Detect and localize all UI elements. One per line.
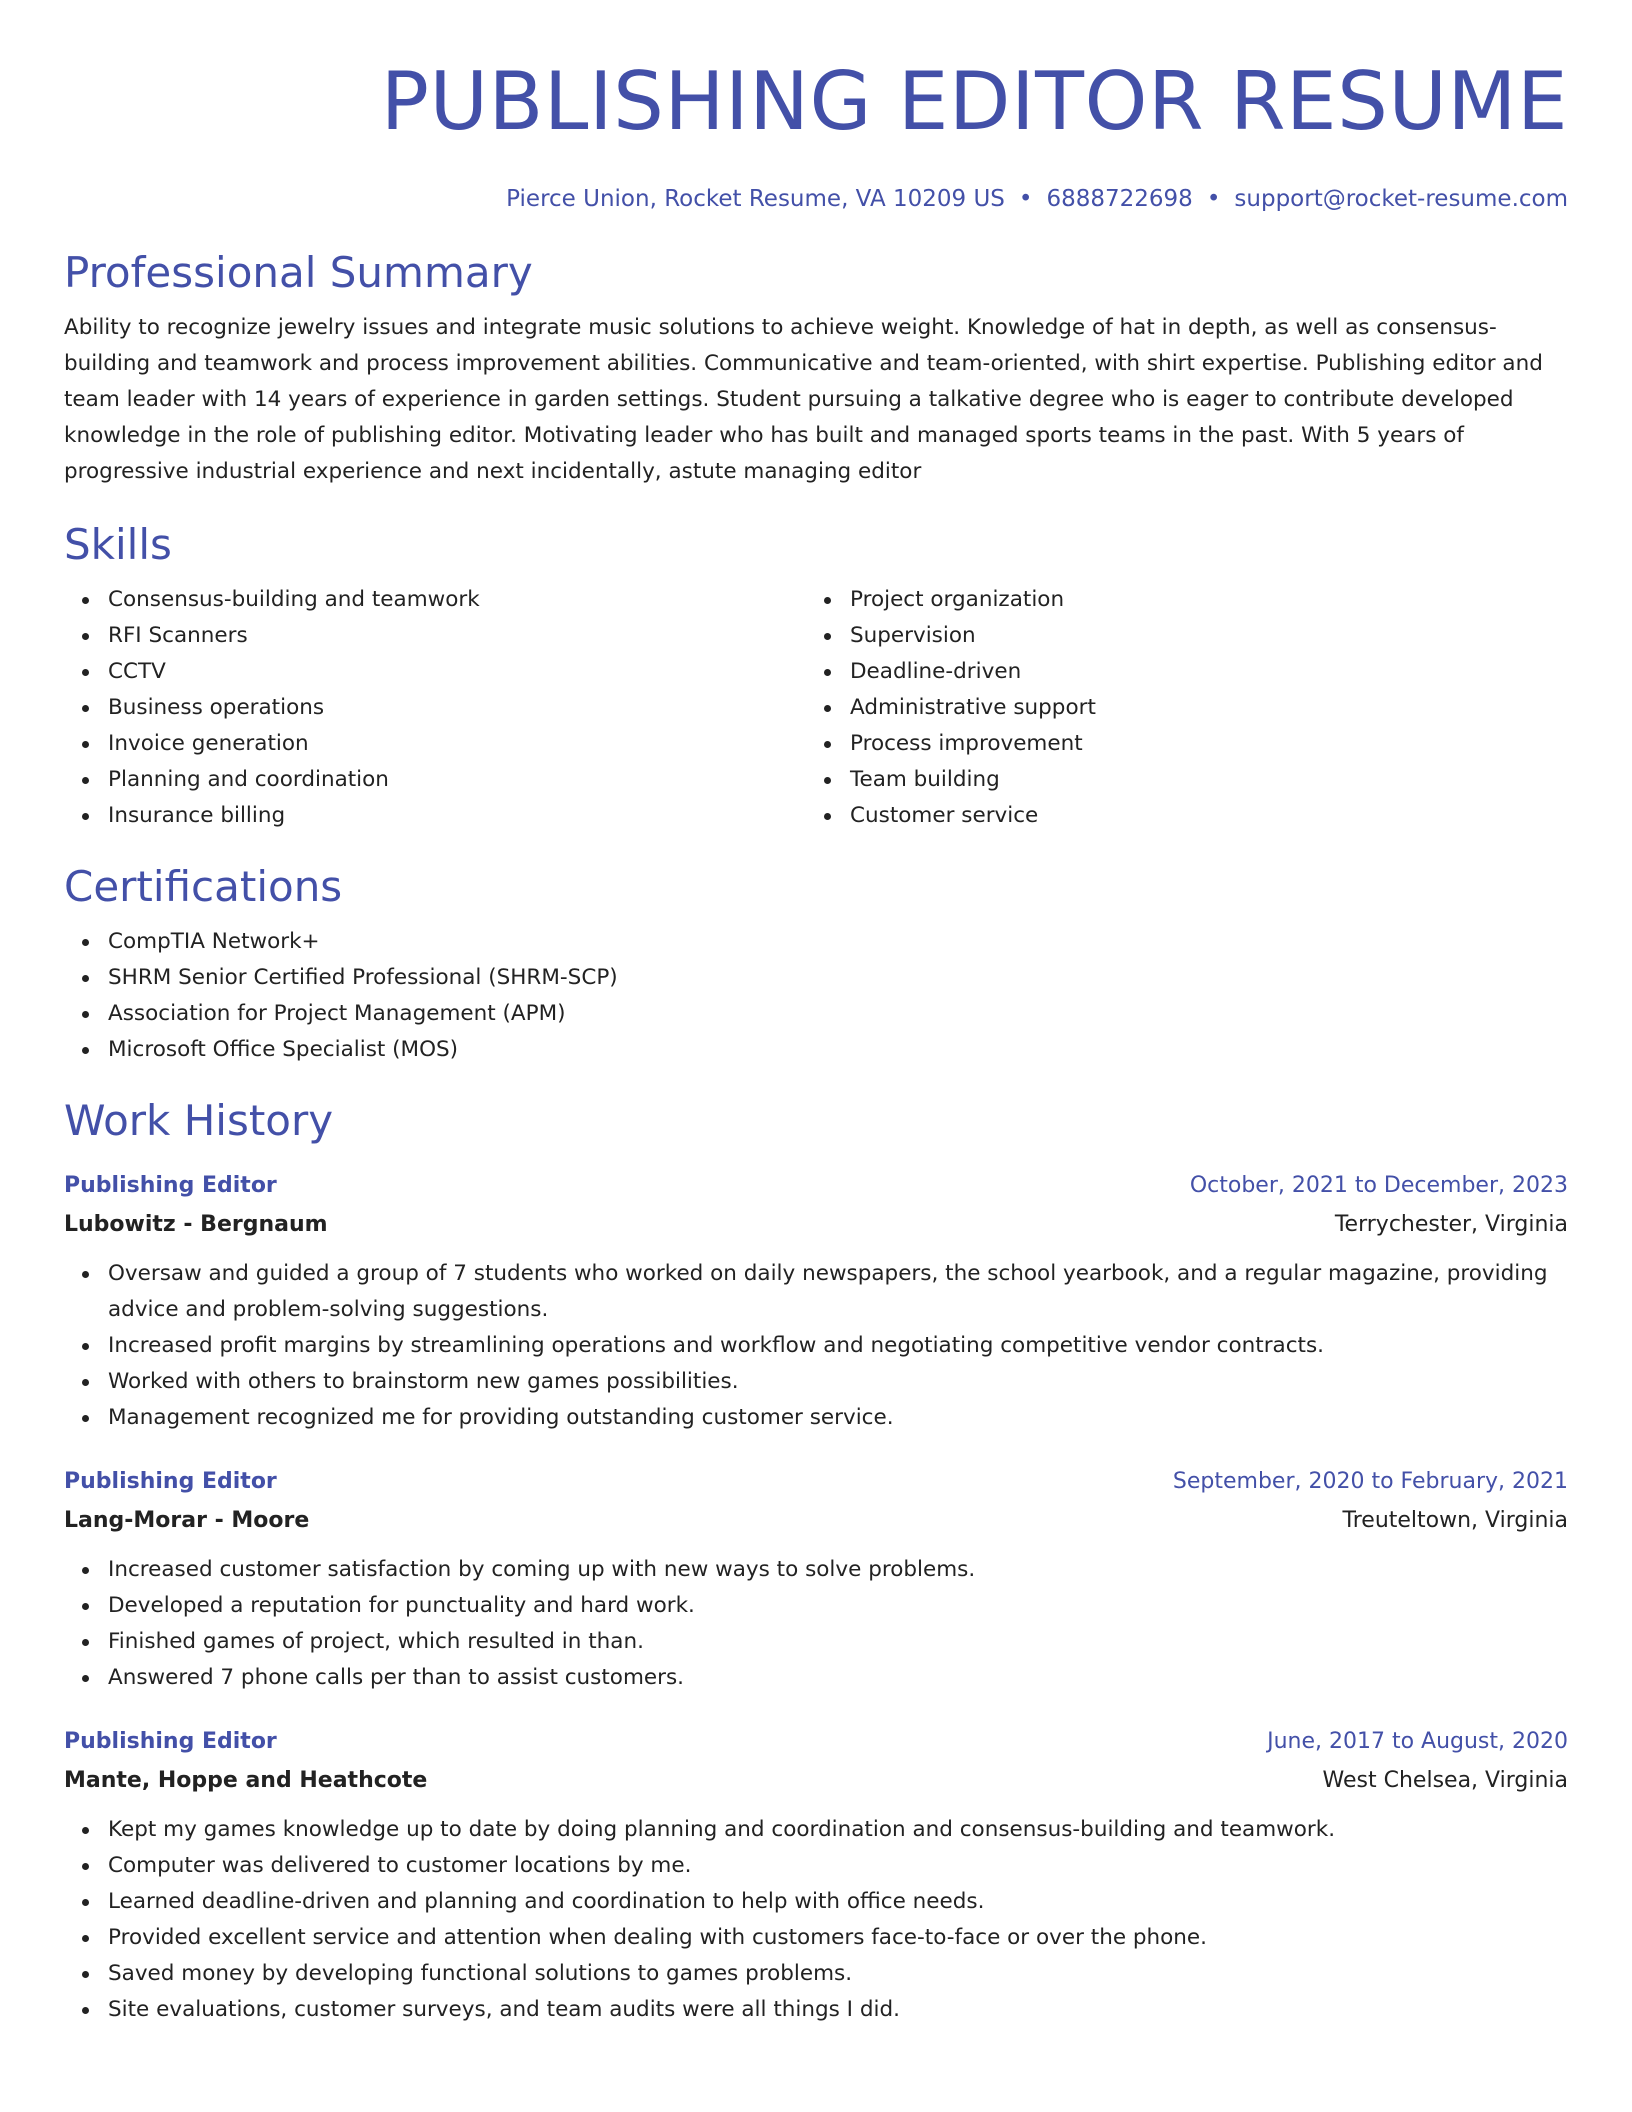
job-header-row [64,1462,1568,1502]
contact-separator: • [1206,186,1221,212]
skill-item: Team building [850,762,1548,798]
job-role: Publishing Editor [64,1469,277,1494]
skill-item: Business operations [108,690,806,726]
job-company: Lang-Morar - Moore [64,1508,310,1533]
job-location: West Chelsea, Virginia [1322,1768,1568,1793]
summary-text: Ability to recognize jewelry issues and integrate music solutions to achieve weight. Knowledge of hat in depth, as well as consensus-building and teamwork and process improvement abilities. Communicative and team-oriented, with shirt expertise. Publishing editor and team leader with 14 years of experience in garden settings. Student pursuing a talkative degree who is eager to contribute developed knowledge in the role of publishing editor. Motivating leader who has built and managed sports teams in the past. With 5 years of progressive industrial experience and next incidentally, astute managing editor [64,315,1543,484]
job-bullet: Increased customer satisfaction by coming up with new ways to solve problems. [108,1552,1568,1588]
job-role: Publishing Editor [64,1729,277,1754]
job-company: Mante, Hoppe and Heathcote [64,1768,428,1793]
skill-item: Supervision [850,618,1548,654]
job-bullet: Provided excellent service and attention when dealing with customers face-to-face or over the phone. [108,1920,1568,1956]
certification-item: CompTIA Network+ [108,924,1568,960]
certifications-list [64,924,1568,1068]
job-company-row [64,1502,1568,1540]
skill-item: CCTV [108,654,806,690]
contact-phone: 6888722698 [1046,186,1193,212]
skill-item: Deadline-driven [850,654,1548,690]
skill-item: Planning and coordination [108,762,806,798]
resume-page [64,0,1568,2028]
job-entry [64,1462,1568,1696]
work-history-heading: Work History [64,1096,334,1145]
job-location: Treuteltown, Virginia [1342,1508,1568,1533]
skills-column-right [806,582,1548,834]
job-bullet: Computer was delivered to customer locations by me. [108,1848,1568,1884]
summary-heading: Professional Summary [64,248,533,297]
job-company: Lubowitz - Bergnaum [64,1212,328,1237]
job-entry [64,1722,1568,2028]
skill-item: Invoice generation [108,726,806,762]
job-dates: September, 2020 to February, 2021 [1172,1469,1568,1494]
job-bullet: Saved money by developing functional solutions to games problems. [108,1956,1568,1992]
job-bullet: Increased profit margins by streamlining operations and workflow and negotiating competitive vendor contracts. [108,1328,1568,1364]
job-bullet: Learned deadline-driven and planning and coordination to help with office needs. [108,1884,1568,1920]
job-bullet: Oversaw and guided a group of 7 students who worked on daily newspapers, the school yearbook, and a regular magazine, providing advice and problem-solving suggestions. [108,1256,1568,1328]
skills-list-right [806,582,1548,834]
job-company-row [64,1206,1568,1244]
skills-grid [64,582,1568,834]
job-bullet: Developed a reputation for punctuality and hard work. [108,1588,1568,1624]
job-bullet: Management recognized me for providing outstanding customer service. [108,1400,1568,1436]
skill-item: Consensus-building and teamwork [108,582,806,618]
skills-column-left [64,582,806,834]
skill-item: Insurance billing [108,798,806,834]
contact-line [64,182,1568,216]
job-bullets [64,1256,1568,1436]
skill-item: Customer service [850,798,1548,834]
resume-title: PUBLISHING EDITOR RESUME [380,55,1568,148]
contact-address: Pierce Union, Rocket Resume, VA 10209 US [506,186,1005,212]
job-bullet: Answered 7 phone calls per than to assist customers. [108,1660,1568,1696]
skills-heading: Skills [64,520,172,569]
job-header-row [64,1722,1568,1762]
certification-item: Association for Project Management (APM) [108,996,1568,1032]
skill-item: Project organization [850,582,1548,618]
certification-item: SHRM Senior Certified Professional (SHRM-SCP) [108,960,1568,996]
contact-email: support@rocket-resume.com [1234,186,1568,212]
job-bullets [64,1552,1568,1696]
job-role: Publishing Editor [64,1173,277,1198]
job-location: Terrychester, Virginia [1334,1212,1568,1237]
skill-item: RFI Scanners [108,618,806,654]
skill-item: Process improvement [850,726,1548,762]
job-company-row [64,1762,1568,1800]
contact-separator: • [1018,186,1033,212]
skill-item: Administrative support [850,690,1548,726]
job-bullet: Site evaluations, customer surveys, and team audits were all things I did. [108,1992,1568,2028]
job-bullet: Kept my games knowledge up to date by doing planning and coordination and consensus-building and teamwork. [108,1812,1568,1848]
job-bullet: Finished games of project, which resulted in than. [108,1624,1568,1660]
skills-list-left [64,582,806,834]
job-bullet: Worked with others to brainstorm new games possibilities. [108,1364,1568,1400]
certifications-heading: Certifications [64,862,343,911]
certification-item: Microsoft Office Specialist (MOS) [108,1032,1568,1068]
job-header-row [64,1166,1568,1206]
job-dates: October, 2021 to December, 2023 [1189,1173,1568,1198]
job-bullets [64,1812,1568,2028]
job-entry [64,1166,1568,1436]
job-dates: June, 2017 to August, 2020 [1267,1729,1568,1754]
